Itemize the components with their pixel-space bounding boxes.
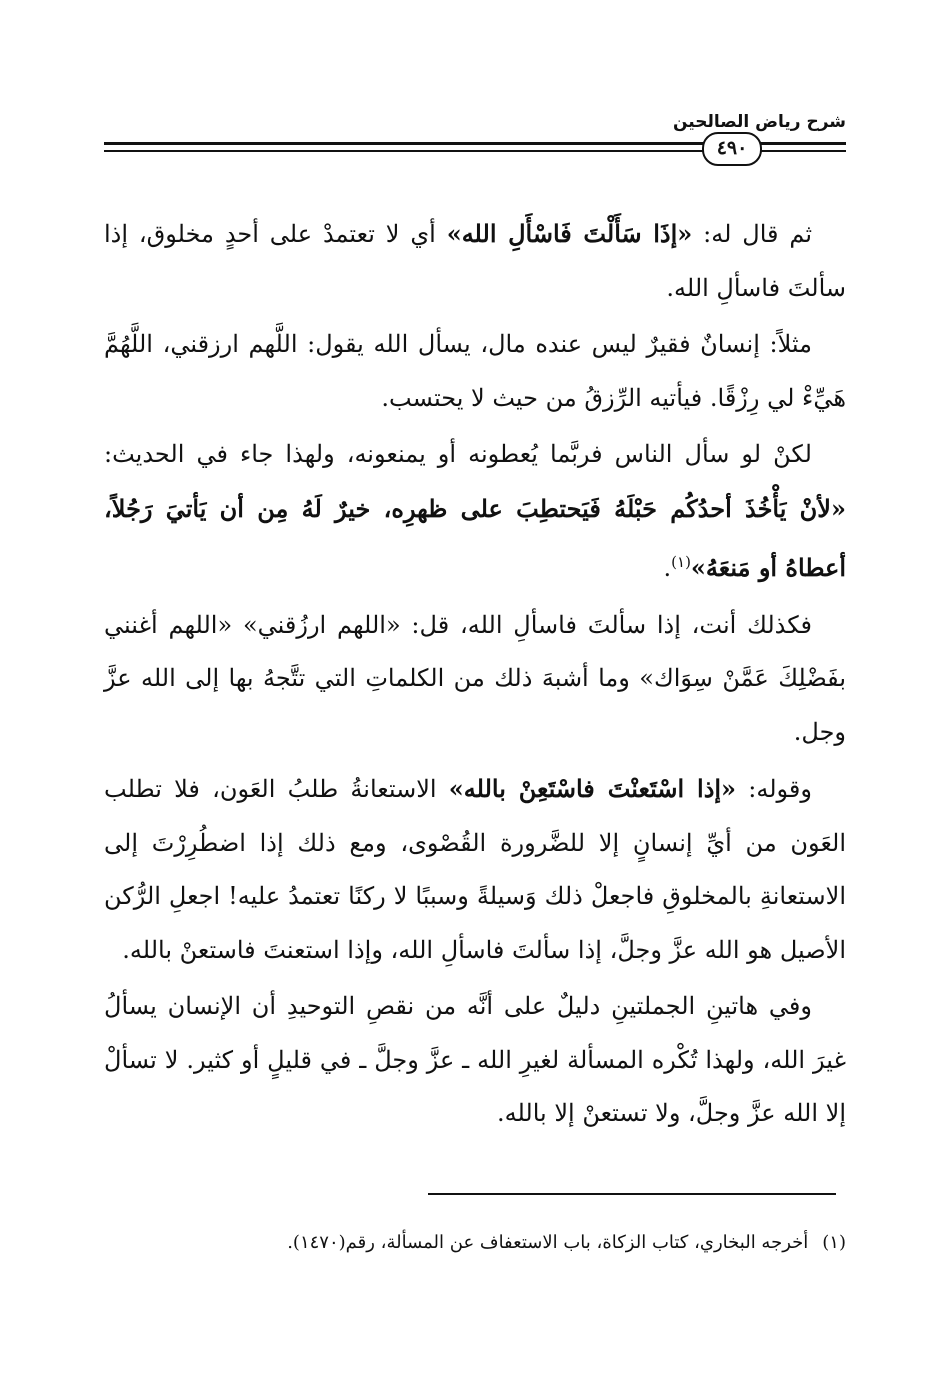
hadith-quote: «لأنْ يَأْخُذَ أحدُكُم حَبْلَهُ فَيَحتطِبَ على ظهرِه، خيرٌ لَهُ مِن أن يَأتيَ رَجُلاً، أعطاهُ أو مَنعَهُ» <box>104 493 846 582</box>
body-text <box>104 207 846 1144</box>
paragraph-6 <box>104 980 846 1141</box>
text-run: لكنْ لو سأل الناس فربَّما يُعطونه أو يمنعونه، ولهذا جاء في الحديث: <box>104 440 812 468</box>
page-number: ٤٩٠ <box>702 132 762 166</box>
text-run: وفي هاتينِ الجملتينِ دليلٌ على أنَّه من نقصِ التوحيدِ أن الإنسان يسألُ غيرَ الله، ولهذا تُكْره المسألة لغيرِ الله ـ عزَّ وجلَّ ـ في قليلٍ أو كثير. لا تسألْ إلا الله عزَّ وجلَّ، ولا تستعنْ إلا بالله. <box>104 992 846 1127</box>
hadith-quote: «إذَا سَأَلْتَ فَاسْأَلِ الله» <box>446 219 693 248</box>
text-run: مثلاً: إنسانٌ فقيرٌ ليس عنده مال، يسأل الله يقول: اللَّهم ارزقني، اللَّهُمَّ هَيِّءْ لي رِزْقًا. فيأتيه الرِّزقُ من حيث لا يحتسب. <box>104 330 846 412</box>
paragraph-1 <box>104 207 846 315</box>
text-run: أي لا تعتمدْ على أحدٍ مخلوق، إذا سألتَ فاسألِ الله. <box>104 220 846 302</box>
paragraph-4 <box>104 599 846 760</box>
paragraph-3 <box>104 428 846 596</box>
paragraph-5 <box>104 762 846 977</box>
footnote-separator <box>428 1193 836 1195</box>
text-run: ثم قال له: <box>692 220 813 248</box>
book-title: شرح رياض الصالحين <box>672 112 846 132</box>
footnote-marker: (١) <box>671 553 691 571</box>
hadith-quote: «إذا اسْتَعنْتَ فاسْتَعِنْ بالله» <box>448 774 737 803</box>
text-run: وقوله: <box>736 775 812 803</box>
footnote-number: (١) <box>822 1232 846 1253</box>
page-header <box>104 112 846 162</box>
paragraph-2 <box>104 318 846 425</box>
text-run: فكذلك أنت، إذا سألتَ فاسألِ الله، قل: «اللهم ارزُقني» «اللهم أغنني بفَضْلِكَ عَمَّنْ سِوَاك» وما أشبهَ ذلك من الكلماتِ التي تتَّجهُ بها إلى الله عزَّ وجل. <box>104 610 846 746</box>
text-run: الاستعانةُ طلبُ العَون، فلا تطلب العَون من أيِّ إنسانٍ إلا للضَّرورة القُصْوى، ومع ذلك إذا اضطُرِرْتَ إلى الاستعانةِ بالمخلوقِ فاجعلْ ذلك وَسيلةً وسببًا لا ركنًا تعتمدُ عليه! اجعلِ الرُّكن الأصيل هو الله عزَّ وجلَّ، إذا سألتَ فاسألِ الله، وإذا استعنتَ فاستعنْ بالله. <box>104 775 846 964</box>
footnote-text: أخرجه البخاري، كتاب الزكاة، باب الاستعفاف عن المسألة، رقم(١٤٧٠). <box>287 1232 809 1253</box>
footnote <box>104 1229 846 1257</box>
text-run: . <box>663 554 672 582</box>
